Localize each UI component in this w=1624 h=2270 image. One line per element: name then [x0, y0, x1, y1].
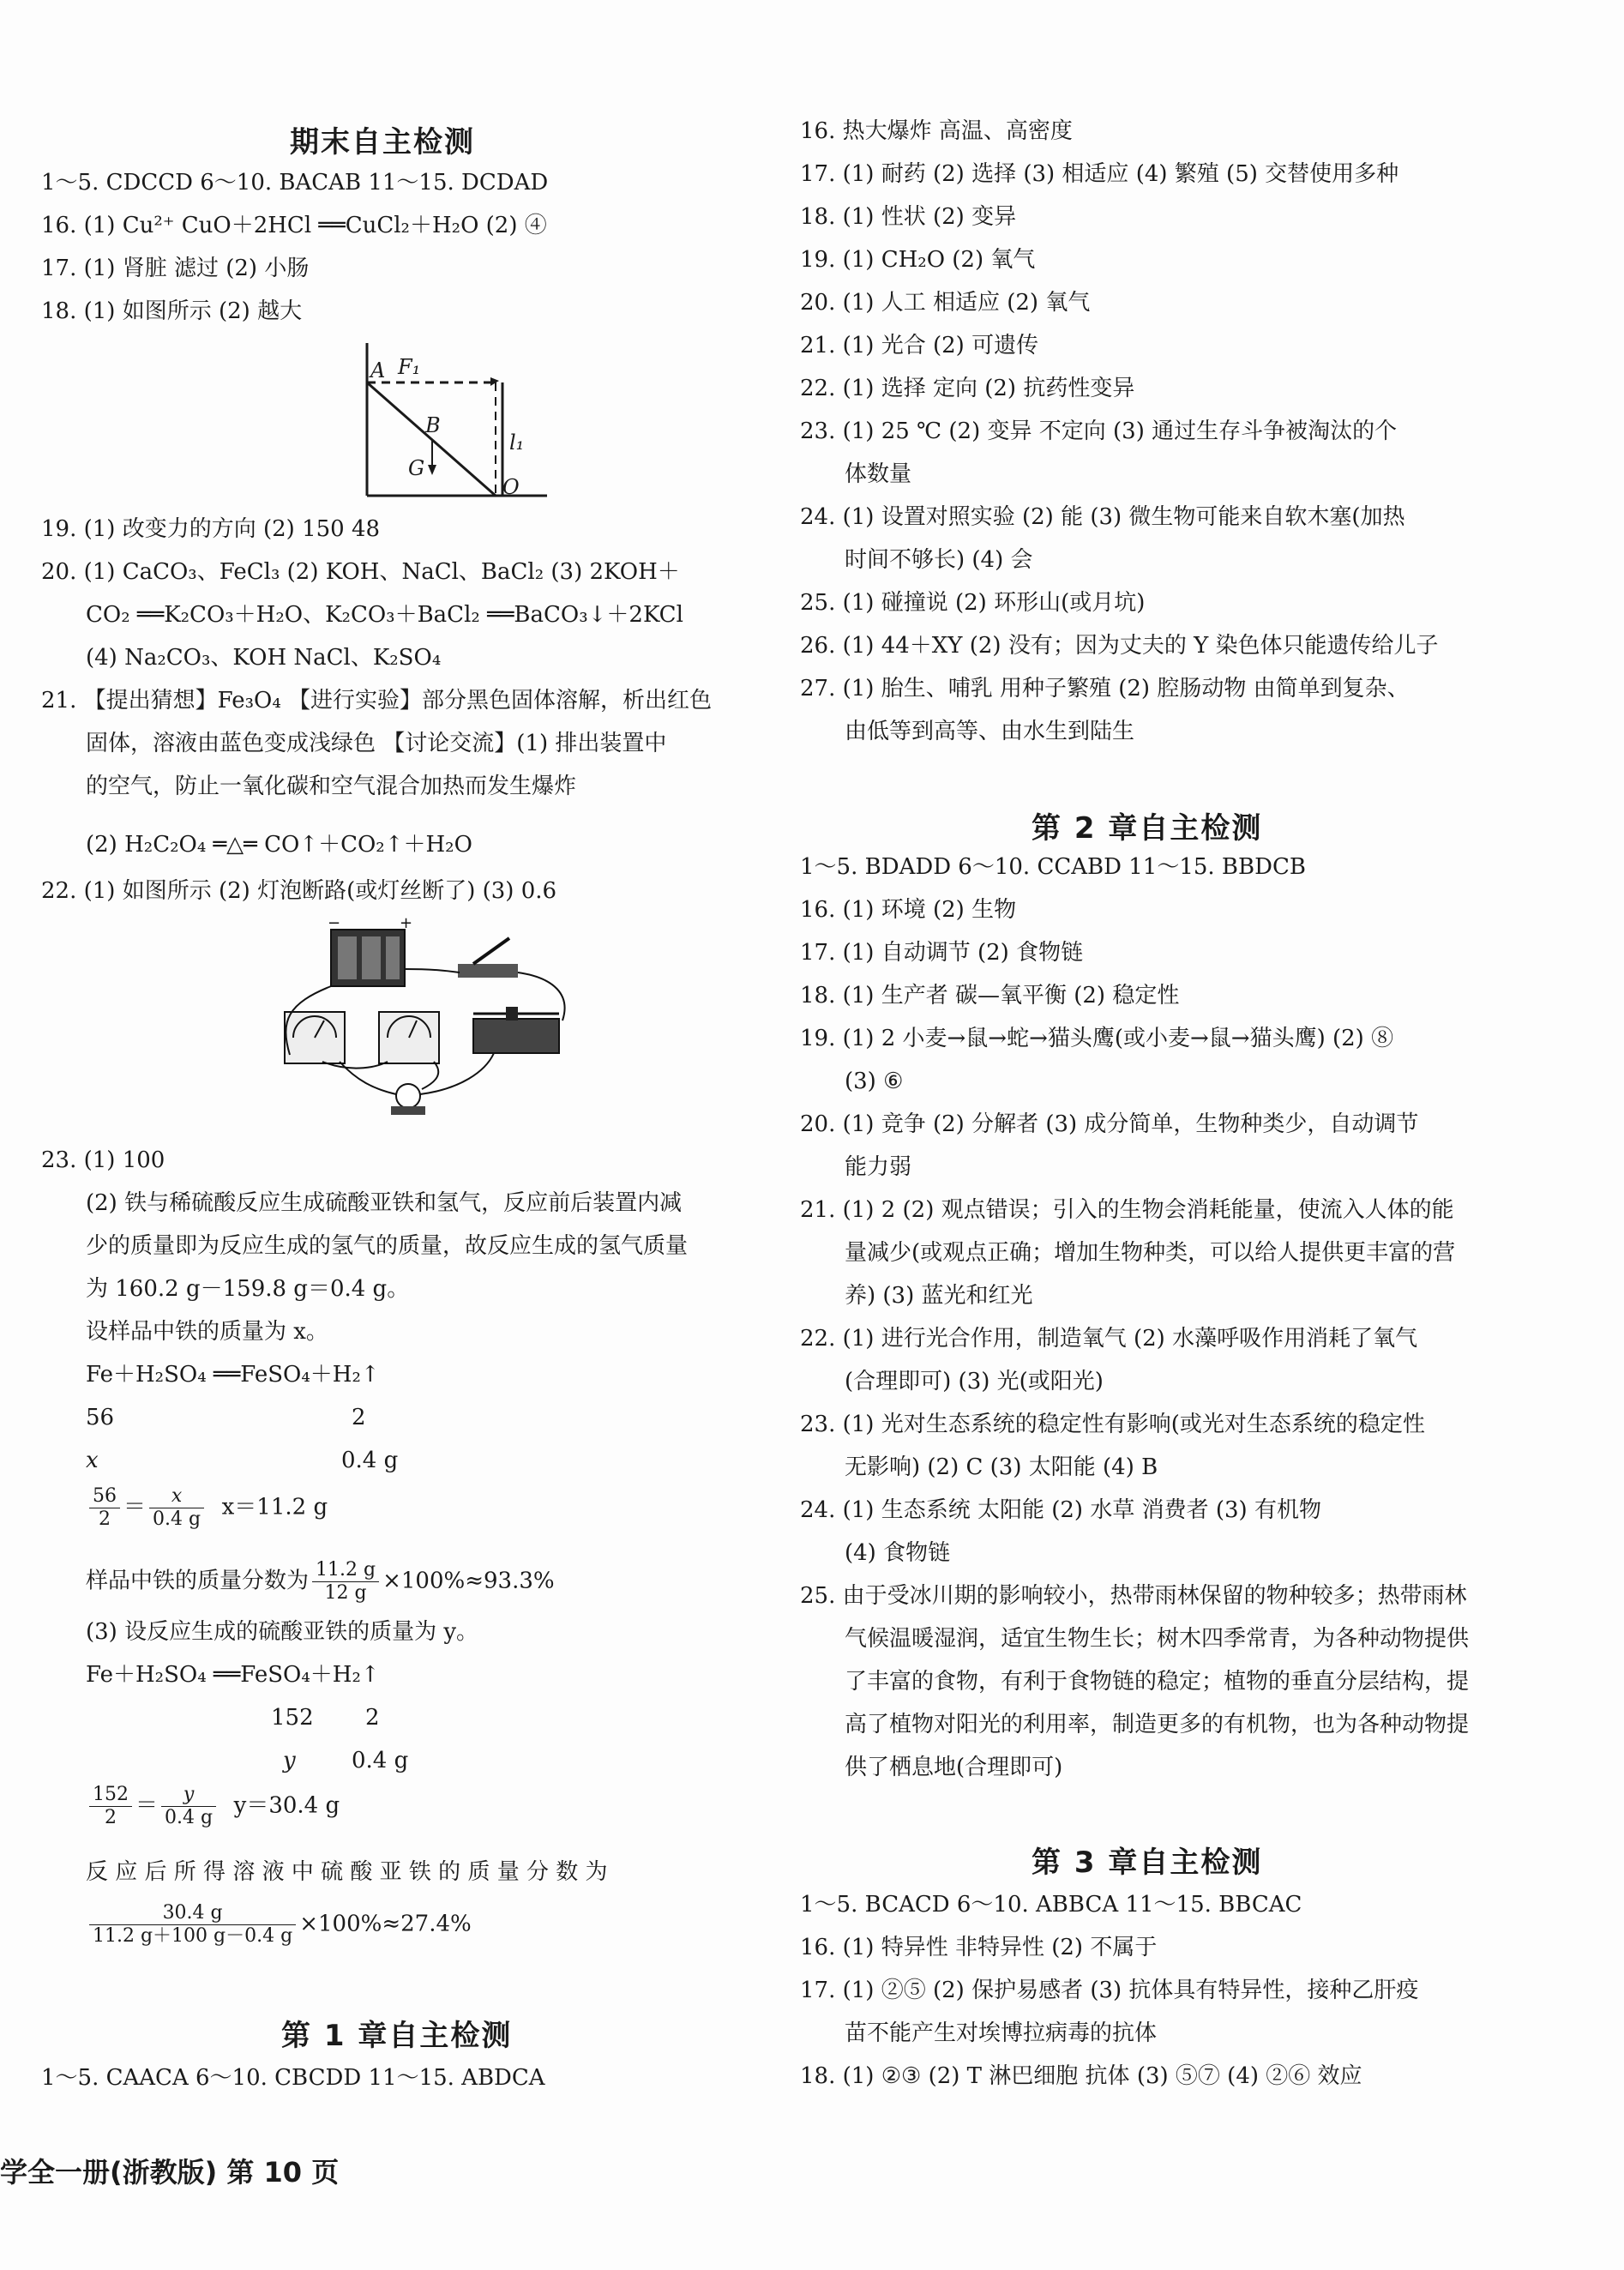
answer-line: (3) ⑥ [845, 1069, 904, 1094]
answer-line: 由低等到高等、由水生到陆生 [845, 719, 1135, 744]
answer-line: 20. (1) 竞争 (2) 分解者 (3) 成分简单，生物种类少，自动调节 [800, 1111, 1419, 1137]
answer-line: CO₂ ══K₂CO₃＋H₂O、K₂CO₃＋BaCl₂ ══BaCO₃↓＋2KCl [86, 602, 683, 628]
answer-line: 能力弱 [845, 1154, 912, 1180]
equation-value: x [86, 1448, 99, 1473]
proportion-1: $\frac{56}{2}$ ＝ $\frac{x}{0.4 g}$ x＝11.2 g [86, 1485, 328, 1531]
answer-line: 1～5. CDCCD 6～10. BACAB 11～15. DCDAD [41, 170, 549, 196]
answer-line: 无影响) (2) C (3) 太阳能 (4) B [845, 1454, 1158, 1480]
answer-line: 供了栖息地(合理即可) [845, 1755, 1063, 1780]
answer-line: 21. 【提出猜想】Fe₃O₄ 【进行实验】部分黑色固体溶解，析出红色 [41, 688, 713, 714]
mass-fraction-line-2: $\frac{30.4 g}{11.2 g+100 g-0.4 g}$ ×100%≈27.4% [86, 1902, 472, 1948]
answer-line: 高了植物对阳光的利用率，制造更多的有机物，也为各种动物提 [845, 1712, 1470, 1737]
answer-line: 18. (1) 如图所示 (2) 越大 [41, 298, 303, 324]
equation-value: 0.4 g [341, 1448, 399, 1473]
answer-line: 24. (1) 生态系统 太阳能 (2) 水草 消费者 (3) 有机物 [800, 1497, 1321, 1523]
svg-text:+: + [400, 918, 413, 932]
answer-line: 17. (1) 耐药 (2) 选择 (3) 相适应 (4) 繁殖 (5) 交替使用多种 [800, 161, 1399, 187]
answer-line: 27. (1) 胎生、哺乳 用种子繁殖 (2) 腔肠动物 由简单到复杂、 [800, 676, 1410, 701]
answer-line: 19. (1) 2 小麦→鼠→蛇→猫头鹰(或小麦→鼠→猫头鹰) (2) ⑧ [800, 1026, 1394, 1051]
proportion-2: $\frac{152}{2}$ ＝ $\frac{y}{0.4 g}$ y＝30.4 g [86, 1784, 340, 1829]
answer-line: 的空气，防止一氧化碳和空气混合加热而发生爆炸 [86, 774, 577, 799]
equation-value: 0.4 g [352, 1748, 409, 1773]
page-footer: 学全一册(浙教版) 第 10 页 [0, 2156, 340, 2189]
answer-line: 量减少(或观点正确；增加生物种类，可以给人提供更丰富的营 [845, 1240, 1456, 1266]
answer-line: 17. (1) 自动调节 (2) 食物链 [800, 940, 1084, 966]
answer-line: 1～5. CAACA 6～10. CBCDD 11～15. ABDCA [41, 2065, 545, 2091]
answer-line: 18. (1) 性状 (2) 变异 [800, 204, 1017, 230]
answer-line: 设样品中铁的质量为 x。 [86, 1319, 328, 1345]
section-title-ch3: 第 3 章自主检测 [1032, 1846, 1263, 1880]
answer-line: 20. (1) 人工 相适应 (2) 氧气 [800, 290, 1091, 316]
answer-line: 时间不够长) (4) 会 [845, 547, 1033, 573]
label-G: G [408, 456, 425, 480]
answer-line: 为 160.2 g－159.8 g＝0.4 g。 [86, 1276, 410, 1302]
answer-line: 25. 由于受冰川期的影响较小，热带雨林保留的物种较多；热带雨林 [800, 1583, 1467, 1609]
answer-line: 23. (1) 25 ℃ (2) 变异 不定向 (3) 通过生存斗争被淘汰的个 [800, 418, 1398, 444]
answer-line: 1～5. BCACD 6～10. ABBCA 11～15. BBCAC [800, 1892, 1302, 1918]
answer-line: 苗不能产生对埃博拉病毒的抗体 [845, 2020, 1158, 2046]
equation-value: 152 [271, 1705, 314, 1731]
answer-line: 20. (1) CaCO₃、FeCl₃ (2) KOH、NaCl、BaCl₂ (3) 2KOH＋ [41, 559, 680, 585]
answer-line: 固体，溶液由蓝色变成浅绿色 【讨论交流】(1) 排出装置中 [86, 731, 667, 756]
section-title-ch1: 第 1 章自主检测 [281, 2019, 513, 2053]
answer-line: 21. (1) 2 (2) 观点错误；引入的生物会消耗能量，使流入人体的能 [800, 1197, 1454, 1223]
answer-line: 18. (1) ②③ (2) T 淋巴细胞 抗体 (3) ⑤⑦ (4) ②⑥ 效应 [800, 2063, 1362, 2089]
answer-line: 反 应 后 所 得 溶 液 中 硫 酸 亚 铁 的 质 量 分 数 为 [86, 1859, 608, 1885]
answer-line: 了丰富的食物，有利于食物链的稳定；植物的垂直分层结构，提 [845, 1669, 1470, 1695]
answer-line: 17. (1) ②⑤ (2) 保护易感者 (3) 抗体具有特异性，接种乙肝疫 [800, 1978, 1419, 2003]
label-F: F₁ [398, 355, 421, 379]
answer-line: (3) 设反应生成的硫酸亚铁的质量为 y。 [86, 1619, 479, 1645]
answer-line: 26. (1) 44＋XY (2) 没有；因为丈夫的 Y 染色体只能遗传给儿子 [800, 633, 1439, 659]
label-l: l₁ [509, 431, 525, 455]
answer-line: 22. (1) 如图所示 (2) 灯泡断路(或灯丝断了) (3) 0.6 [41, 878, 557, 904]
label-B: B [425, 413, 441, 437]
section-title-final: 期末自主检测 [290, 125, 475, 160]
answer-line: (2) H₂C₂O₄ ═△═ CO↑＋CO₂↑＋H₂O [86, 832, 472, 858]
answer-line: 1～5. BDADD 6～10. CCABD 11～15. BBDCB [800, 854, 1306, 880]
svg-text:−: − [328, 918, 341, 932]
answer-line: 17. (1) 肾脏 滤过 (2) 小肠 [41, 256, 310, 281]
equation-value: 56 [86, 1405, 115, 1430]
answer-line: 23. (1) 100 [41, 1147, 165, 1173]
answer-line: 体数量 [845, 461, 912, 487]
answer-line: (4) 食物链 [845, 1540, 951, 1566]
circuit-figure [271, 918, 614, 1123]
label-A: A [370, 358, 386, 382]
answer-line: (2) 铁与稀硫酸反应生成硫酸亚铁和氢气，反应前后装置内减 [86, 1190, 683, 1216]
answer-line: 气候温暖湿润，适宜生物生长；树木四季常青，为各种动物提供 [845, 1626, 1470, 1652]
answer-line: 19. (1) 改变力的方向 (2) 150 48 [41, 516, 381, 542]
answer-line: 养) (3) 蓝光和红光 [845, 1283, 1033, 1309]
answer-line: 21. (1) 光合 (2) 可遗传 [800, 333, 1039, 358]
answer-line: 24. (1) 设置对照实验 (2) 能 (3) 微生物可能来自软木塞(加热 [800, 504, 1405, 530]
equation: Fe＋H₂SO₄ ══FeSO₄＋H₂↑ [86, 1662, 380, 1688]
equation: Fe＋H₂SO₄ ══FeSO₄＋H₂↑ [86, 1362, 380, 1388]
answer-line: 16. 热大爆炸 高温、高密度 [800, 118, 1073, 144]
answer-line: 19. (1) CH₂O (2) 氧气 [800, 247, 1036, 273]
answer-line: 22. (1) 进行光合作用，制造氧气 (2) 水藻呼吸作用消耗了氧气 [800, 1326, 1418, 1352]
answer-line: 25. (1) 碰撞说 (2) 环形山(或月坑) [800, 590, 1146, 616]
equation-value: 2 [365, 1705, 380, 1731]
equation-value: y [283, 1748, 296, 1773]
answer-line: 少的质量即为反应生成的氢气的质量，故反应生成的氢气质量 [86, 1233, 689, 1259]
answer-line: (4) Na₂CO₃、KOH NaCl、K₂SO₄ [86, 645, 442, 671]
answer-line: 16. (1) Cu²⁺ CuO＋2HCl ══CuCl₂＋H₂O (2) ④ [41, 213, 547, 238]
mass-fraction-line: 样品中铁的质量分数为 $\frac{11.2 g}{12 g}$ ×100%≈93.3% [86, 1559, 555, 1604]
answer-line: 16. (1) 环境 (2) 生物 [800, 897, 1017, 923]
label-O: O [502, 475, 520, 499]
answer-line: 18. (1) 生产者 碳—氧平衡 (2) 稳定性 [800, 983, 1180, 1009]
answer-line: (合理即可) (3) 光(或阳光) [845, 1369, 1104, 1394]
equation-value: 2 [352, 1405, 366, 1430]
answer-line: 22. (1) 选择 定向 (2) 抗药性变异 [800, 376, 1135, 401]
answer-line: 16. (1) 特异性 非特异性 (2) 不属于 [800, 1935, 1158, 1960]
section-title-ch2: 第 2 章自主检测 [1032, 811, 1263, 846]
lever-figure [316, 340, 556, 504]
answer-line: 23. (1) 光对生态系统的稳定性有影响(或光对生态系统的稳定性 [800, 1412, 1425, 1437]
